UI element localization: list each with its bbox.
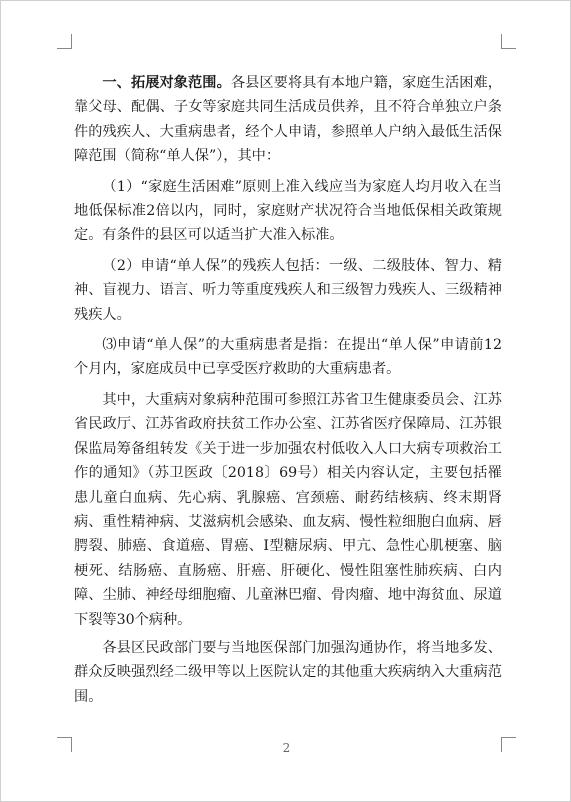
crop-mark-top-left [57, 34, 72, 49]
paragraph-1 [74, 71, 502, 169]
paragraph-5 [74, 388, 502, 632]
paragraph-2 [74, 175, 502, 248]
paragraph-text: 各县区民政部门要与当地医保部门加强沟通协作，将当地多发、群众反映强烈经二级甲等以上医院认定的其他重大疾病纳入大重病范围。 [74, 639, 502, 705]
paragraph-3 [74, 254, 502, 327]
section-heading: 一、拓展对象范围。 [102, 75, 231, 91]
paragraph-text: ⑶申请“单人保”的大重病患者是指：在提出“单人保”申请前12个月内，家庭成员中已享受医疗救助的大重病患者。 [74, 337, 502, 378]
paragraph-4 [74, 333, 502, 382]
page-number: 2 [282, 741, 291, 755]
paragraph-text: 其中，大重病对象病种范围可参照江苏省卫生健康委员会、江苏省民政厅、江苏省政府扶贫工作办公室、江苏省医疗保障局、江苏银保监局筹备组转发《关于进一步加强农村低收入人口大病专项救治工作的通知》（苏卫医政〔2018〕69号）相关内容认定，主要包括罹患儿童白血病、先心病、乳腺癌、宫颈癌、耐药结核病、终末期肾病、重性精神病、艾滋病机会感染、血友病、慢性粒细胞白血病、唇腭裂、肺癌、食道癌、胃癌、Ⅰ型糖尿病、甲亢、急性心肌梗塞、脑梗死、结肠癌、直肠癌、肝癌、肝硬化、慢性阻塞性肺疾病、白内障、尘肺、神经母细胞瘤、儿童淋巴瘤、骨肉瘤、地中海贫血、尿道下裂等30个病种。 [74, 391, 502, 628]
paragraph-text: 各县区要将具有本地户籍，家庭生活困难，靠父母、配偶、子女等家庭共同生活成员供养，且不符合单独立户条件的残疾人、大重病患者，经个人申请，参照单人户纳入最低生活保障范围（简称“单人保”），其中： [74, 75, 502, 165]
paragraph-6 [74, 636, 502, 709]
paragraph-text: （2）申请“单人保”的残疾人包括：一级、二级肢体、智力、精神、盲视力、语言、听力等重度残疾人和三级智力残疾人、三级精神残疾人。 [74, 257, 502, 323]
document-body [74, 71, 502, 715]
crop-mark-top-right [501, 34, 516, 49]
paragraph-text: （1）“家庭生活困难”原则上准入线应当为家庭人均月收入在当地低保标准2倍以内，同时，家庭财产状况符合当地低保相关政策规定。有条件的县区可以适当扩大准入标准。 [74, 178, 502, 244]
